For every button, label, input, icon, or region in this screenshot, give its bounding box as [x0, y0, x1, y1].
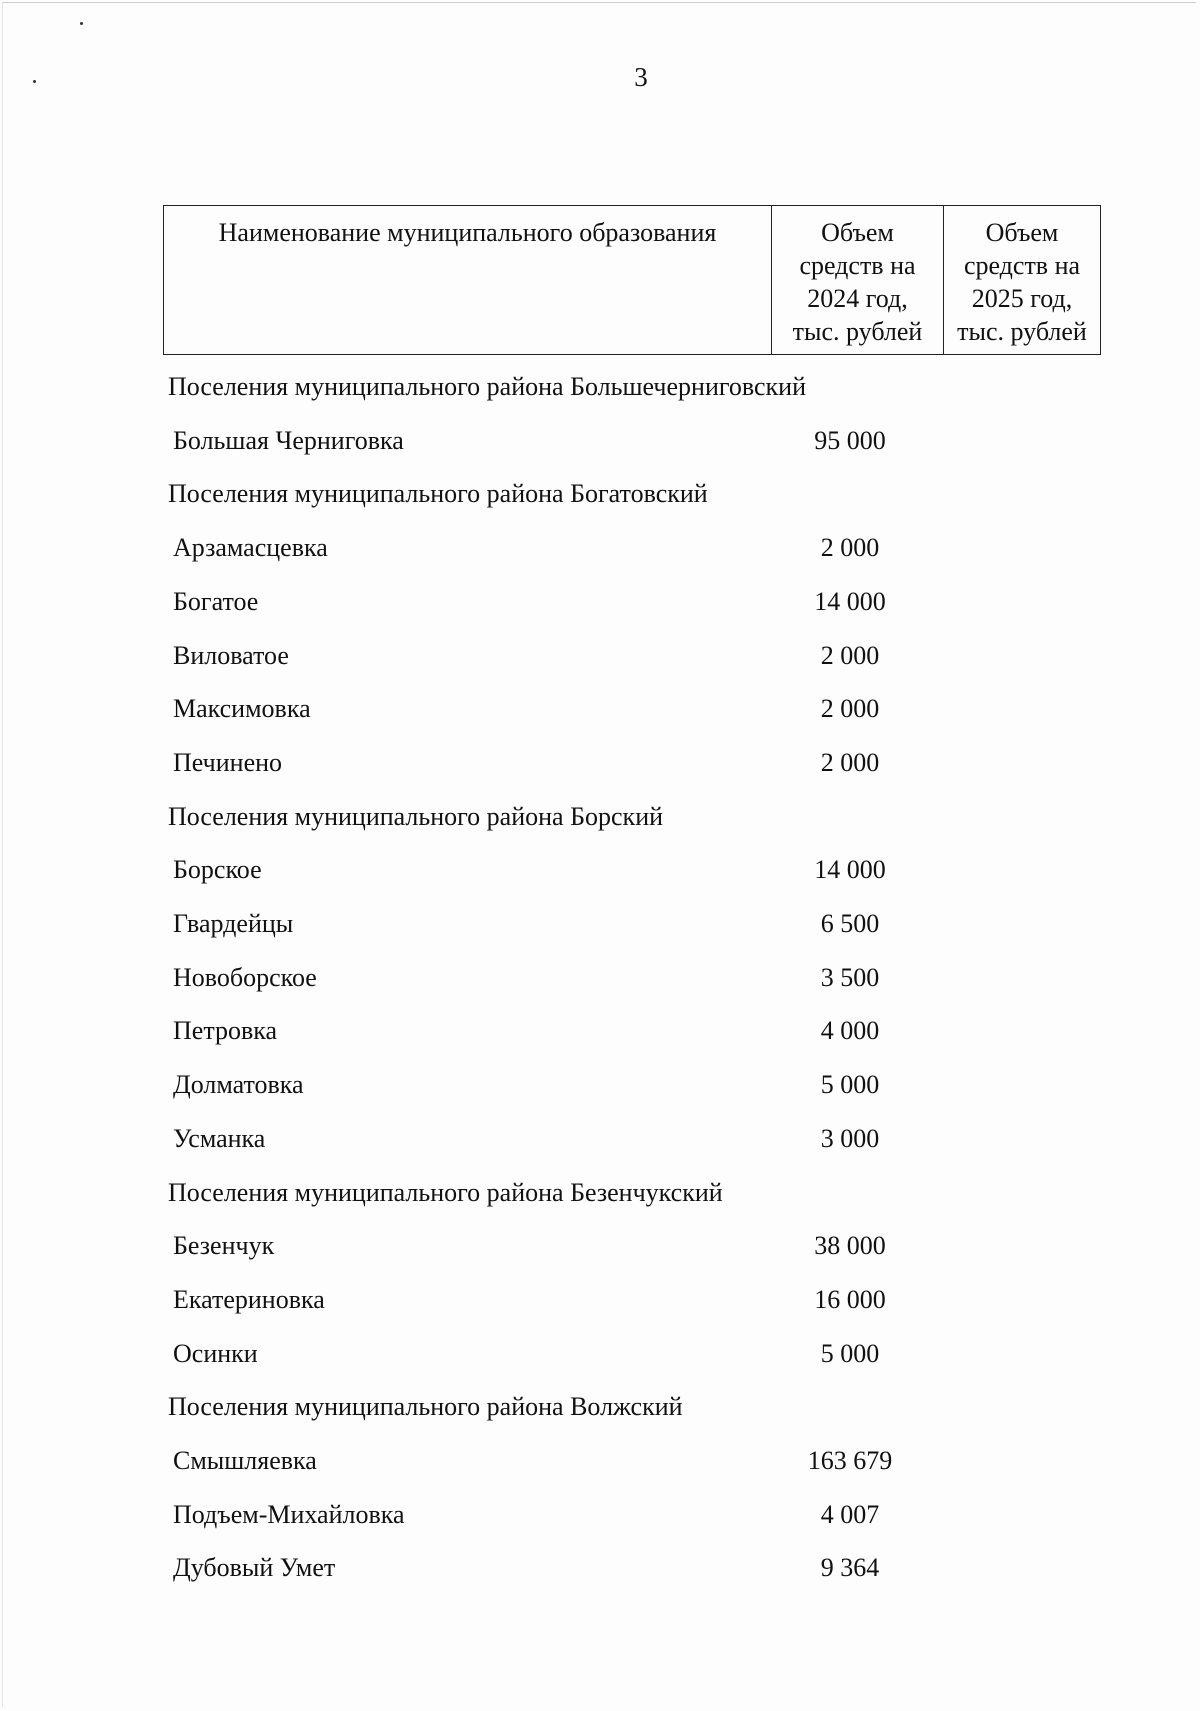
table-row [0, 692, 1200, 726]
volume-2024-value: 3 000 [820, 1124, 880, 1153]
table-row [0, 1498, 1200, 1532]
municipality-name: Смышляевка [173, 1446, 317, 1475]
volume-2024-value: 4 000 [820, 1016, 880, 1045]
header-volume-2025: Объем средств на 2025 год, тыс. рублей [944, 206, 1101, 355]
municipality-name: Гвардейцы [173, 909, 294, 938]
table-row [0, 1551, 1200, 1585]
municipality-name: Безенчук [173, 1231, 275, 1260]
district-group-row [0, 477, 1200, 511]
volume-2024-value: 6 500 [820, 909, 880, 938]
volume-2024-value: 38 000 [814, 1231, 886, 1260]
table-row [0, 639, 1200, 673]
table-row [0, 746, 1200, 780]
district-group-label: Поселения муниципального района Борский [168, 802, 664, 831]
volume-2024-value: 14 000 [814, 855, 886, 884]
table-row [0, 1337, 1200, 1371]
table-row [0, 585, 1200, 619]
municipality-name: Дубовый Умет [173, 1553, 336, 1582]
municipality-name: Подъем-Михайловка [173, 1500, 405, 1529]
district-group-row [0, 800, 1200, 834]
volume-2024-value: 163 679 [807, 1446, 893, 1475]
district-group-row [0, 1390, 1200, 1424]
municipality-name: Богатое [173, 587, 259, 616]
municipality-name: Виловатое [173, 641, 289, 670]
municipality-name: Петровка [173, 1016, 278, 1045]
district-group-label: Поселения муниципального района Безенчукский [168, 1178, 723, 1207]
district-group-label: Поселения муниципального района Богатовский [168, 479, 708, 508]
volume-2024-value: 4 007 [820, 1500, 880, 1529]
header-volume-2024: Объем средств на 2024 год, тыс. рублей [772, 206, 944, 355]
volume-2024-value: 2 000 [820, 533, 880, 562]
district-group-row [0, 1176, 1200, 1210]
table-row [0, 1014, 1200, 1048]
volume-2024-value: 5 000 [820, 1339, 880, 1368]
volume-2024-value: 2 000 [820, 748, 880, 777]
municipality-name: Долматовка [173, 1070, 304, 1099]
municipality-name: Печинено [173, 748, 283, 777]
table-row [0, 1229, 1200, 1263]
volume-2024-value: 9 364 [820, 1553, 880, 1582]
municipality-name: Усманка [173, 1124, 266, 1153]
page-number: 3 [634, 62, 648, 92]
volume-2024-value: 2 000 [820, 694, 880, 723]
municipality-name: Максимовка [173, 694, 311, 723]
district-group-row [0, 370, 1200, 404]
volume-2024-value: 16 000 [814, 1285, 886, 1314]
table-row [0, 1122, 1200, 1156]
table-row [0, 961, 1200, 995]
municipality-name: Арзамасцевка [173, 533, 328, 562]
volume-2024-value: 95 000 [814, 426, 886, 455]
volume-2024-value: 3 500 [820, 963, 880, 992]
district-group-label: Поселения муниципального района Большечерниговский [168, 372, 807, 401]
volume-2024-value: 5 000 [820, 1070, 880, 1099]
volume-2024-value: 2 000 [820, 641, 880, 670]
header-municipality-name: Наименование муниципального образования [164, 206, 772, 355]
table-row [0, 853, 1200, 887]
table-row [0, 424, 1200, 458]
municipality-name: Большая Черниговка [173, 426, 404, 455]
volume-2024-value: 14 000 [814, 587, 886, 616]
district-group-label: Поселения муниципального района Волжский [168, 1392, 683, 1421]
table-row [0, 531, 1200, 565]
table-row [0, 907, 1200, 941]
municipality-name: Осинки [173, 1339, 258, 1368]
municipality-name: Екатериновка [173, 1285, 325, 1314]
table-row [0, 1444, 1200, 1478]
municipality-name: Борское [173, 855, 262, 884]
table-row [0, 1283, 1200, 1317]
municipality-name: Новоборское [173, 963, 317, 992]
table-row [0, 1068, 1200, 1102]
